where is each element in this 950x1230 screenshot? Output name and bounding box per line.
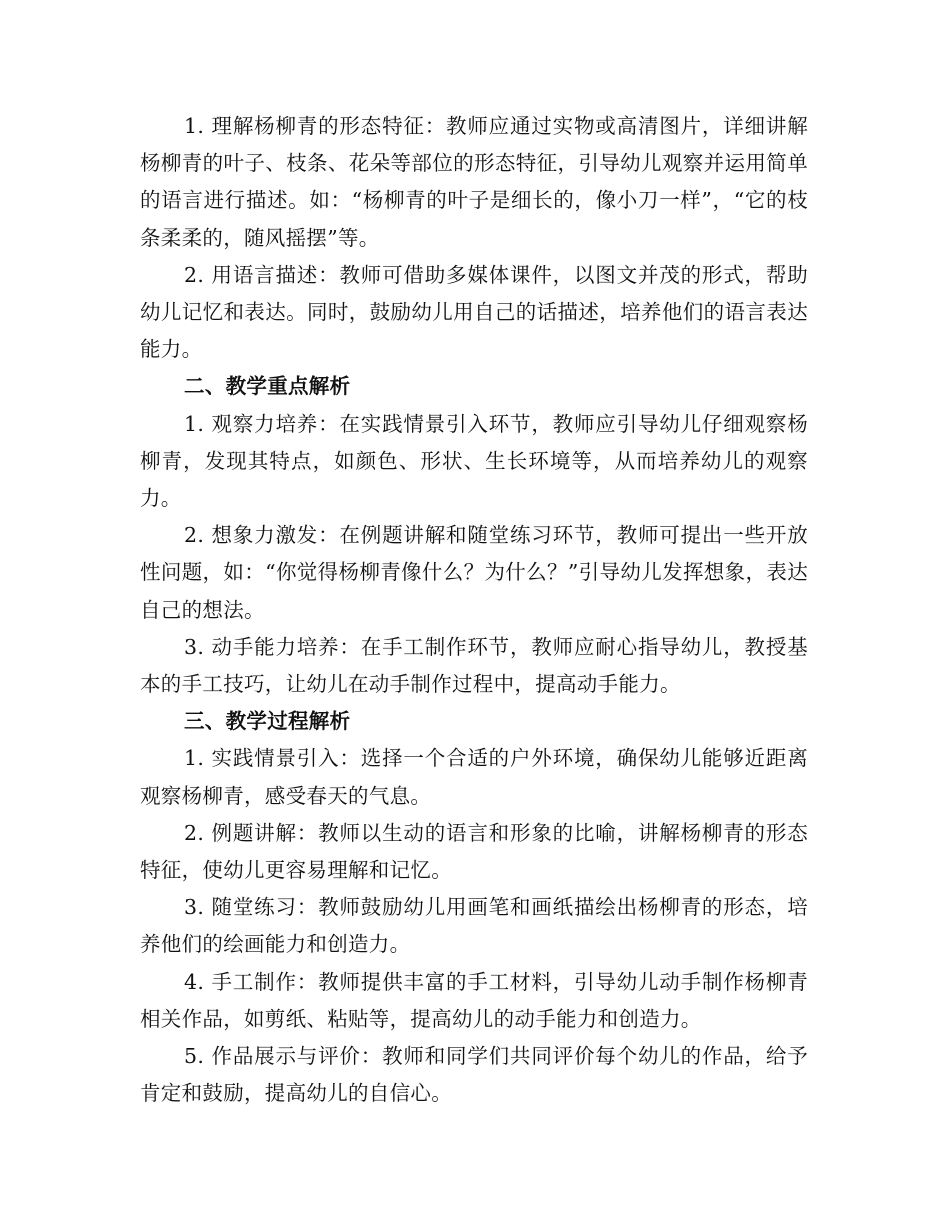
paragraph-imagination: 2. 想象力激发：在例题讲解和随堂练习环节，教师可提出一些开放性问题，如：“你觉得杨柳青像什么？为什么？”引导幼儿发挥想象，表达自己的想法。: [140, 523, 808, 622]
paragraph-understand-features: 1. 理解杨柳青的形态特征：教师应通过实物或高清图片，详细讲解杨柳青的叶子、枝条、花朵等部位的形态特征，引导幼儿观察并运用简单的语言进行描述。如：“杨柳青的叶子是细长的，像小刀一样”，“它的枝条柔柔的，随风摇摆”等。: [140, 114, 808, 250]
paragraph-handcraft: 4. 手工制作：教师提供丰富的手工材料，引导幼儿动手制作杨柳青相关作品，如剪纸、粘贴等，提高幼儿的动手能力和创造力。: [140, 969, 808, 1031]
paragraph-example: 2. 例题讲解：教师以生动的语言和形象的比喻，讲解杨柳青的形态特征，使幼儿更容易理解和记忆。: [140, 820, 808, 883]
paragraph-language-description: 2. 用语言描述：教师可借助多媒体课件，以图文并茂的形式，帮助幼儿记忆和表达。同时，鼓励幼儿用自己的话描述，培养他们的语言表达能力。: [140, 262, 808, 362]
section-heading-teaching-process: 三、教学过程解析: [184, 709, 351, 734]
paragraph-hands-on: 3. 动手能力培养：在手工制作环节，教师应耐心指导幼儿，教授基本的手工技巧，让幼儿在动手制作过程中，提高动手能力。: [140, 634, 808, 697]
paragraph-showcase: 5. 作品展示与评价：教师和同学们共同评价每个幼儿的作品，给予肯定和鼓励，提高幼儿的自信心。: [140, 1044, 808, 1106]
document-page: [140, 108, 808, 1112]
paragraph-observation: 1. 观察力培养：在实践情景引入环节，教师应引导幼儿仔细观察杨柳青，发现其特点，如颜色、形状、生长环境等，从而培养幼儿的观察力。: [140, 411, 808, 511]
paragraph-scene-intro: 1. 实践情景引入：选择一个合适的户外环境，确保幼儿能够近距离观察杨柳青，感受春天的气息。: [140, 746, 808, 808]
paragraph-practice: 3. 随堂练习：教师鼓励幼儿用画笔和画纸描绘出杨柳青的形态，培养他们的绘画能力和创造力。: [140, 895, 808, 957]
section-heading-teaching-focus: 二、教学重点解析: [184, 374, 351, 399]
